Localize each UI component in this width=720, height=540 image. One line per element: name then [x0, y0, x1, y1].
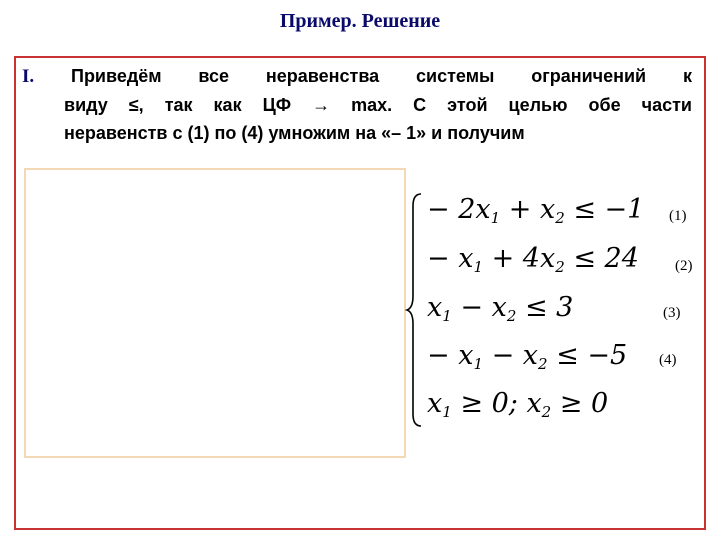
roman-numeral-marker: I. [22, 66, 35, 87]
slide-title: Пример. Решение [279, 10, 441, 32]
left-brace-icon [405, 188, 427, 433]
paragraph-line-3: неравенств с (1) по (4) умножим на «– 1» и получим [64, 123, 525, 143]
intro-paragraph [22, 62, 692, 147]
equation-row-5: $x_1 \ge 0$; $x_2 \ge 0$ [427, 388, 609, 421]
equation-row-3: $x_1 - x_2 \le 3$ [427, 292, 574, 325]
equation-number-4: (4) [659, 352, 677, 368]
equation-row-1: − $2x_1 + x_2 \le -1$ [427, 194, 645, 227]
equation-number-3: (3) [663, 305, 681, 321]
equation-number-1: (1) [669, 208, 687, 224]
paragraph-line-1-text: Приведём все неравенства системы ограничений к [71, 66, 692, 86]
blank-image-placeholder [24, 168, 406, 458]
inequality-system [405, 188, 705, 433]
equation-number-2: (2) [675, 258, 693, 274]
equation-row-2: − $x_1 + 4x_2 \le 24$ [427, 243, 639, 276]
paragraph-line-2: виду ≤, так как ЦФ → max. С этой целью обе части [64, 95, 692, 115]
paragraph-line-1 [22, 62, 692, 91]
equation-row-4: − $x_1 - x_2 \le -5$ [427, 340, 628, 373]
